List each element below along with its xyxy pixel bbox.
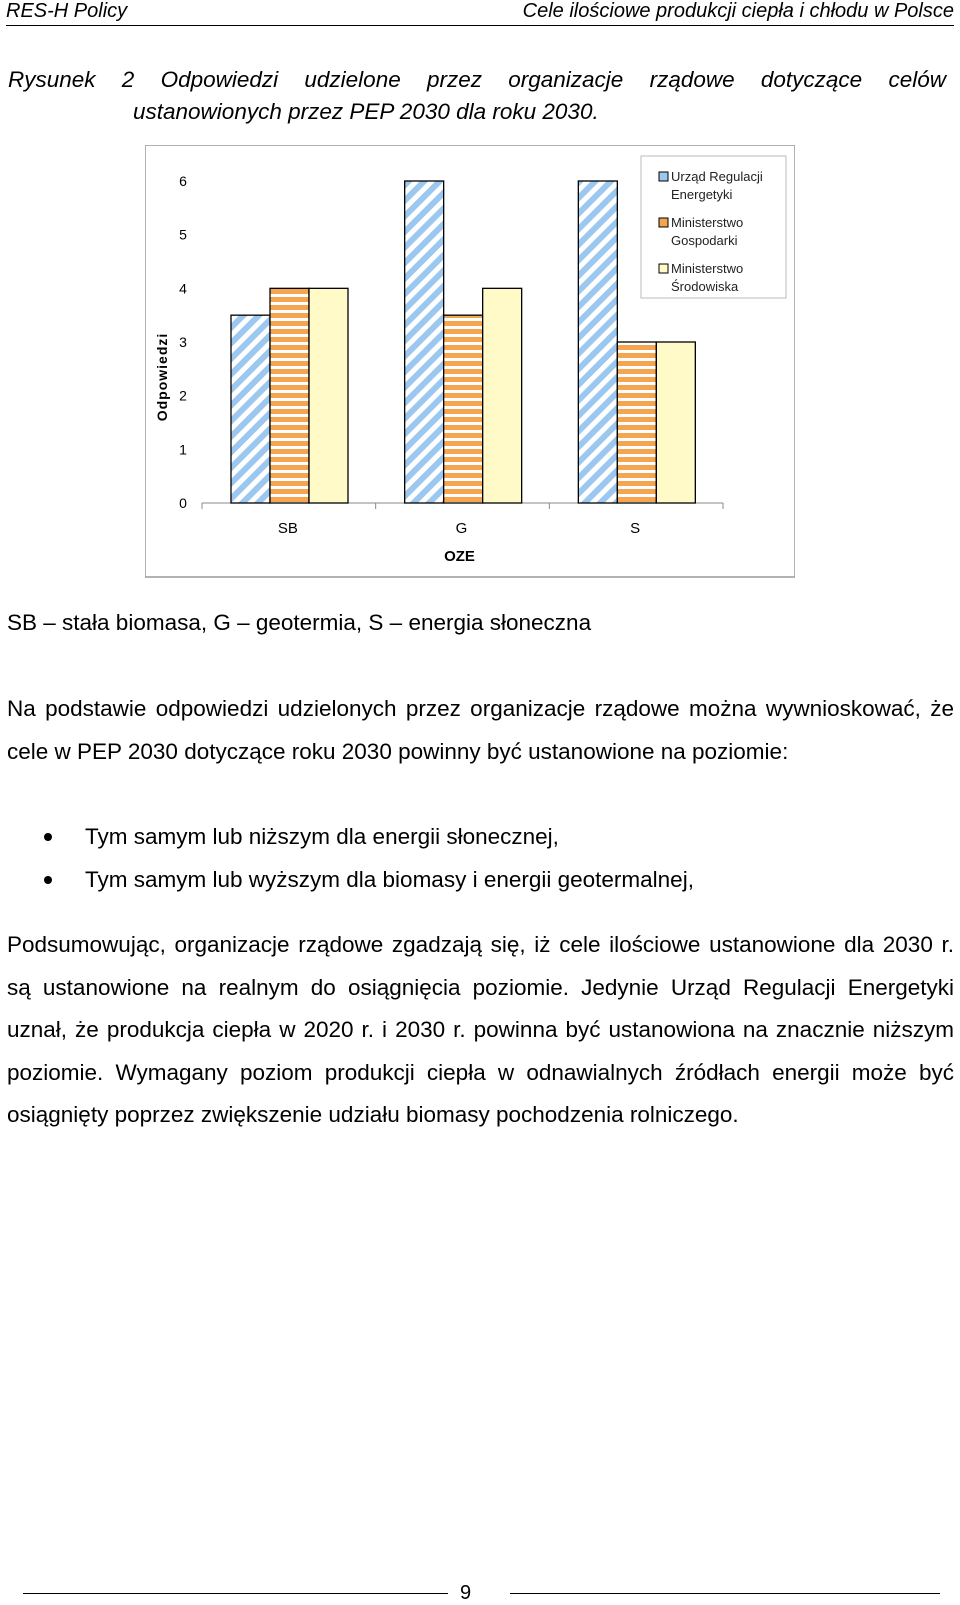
y-tick-label: 1 [179, 441, 187, 458]
abbreviation-note: SB – stała biomasa, G – geotermia, S – energia słoneczna [7, 610, 592, 635]
caption-word: Rysunek [8, 67, 96, 92]
bar [309, 288, 348, 503]
bar [270, 288, 309, 503]
legend-swatch [659, 218, 668, 227]
list-item-text: Tym samym lub niższym dla energii słonecznej, [85, 824, 559, 849]
y-tick-label: 0 [179, 495, 187, 511]
header-rule [6, 25, 954, 26]
caption-word: celów [888, 67, 946, 92]
bar [617, 342, 656, 503]
x-tick-label: G [455, 520, 468, 537]
y-tick-label: 3 [179, 334, 187, 350]
page-header [6, 0, 954, 24]
caption-word: dotyczące [760, 67, 863, 92]
bar [656, 342, 695, 503]
caption-line-2: ustanowionych przez PEP 2030 dla roku 2030. [133, 99, 599, 124]
footer-rule-left [23, 1593, 448, 1594]
bullet-icon [44, 876, 52, 884]
footer-rule-right [510, 1593, 940, 1594]
bullet-list [7, 816, 694, 901]
x-tick-label: S [630, 520, 641, 537]
bar [405, 181, 444, 503]
chart-svg [145, 145, 795, 588]
bar [578, 181, 617, 503]
legend-label: Ministerstwo [671, 215, 744, 230]
page-number: 9 [460, 1582, 472, 1604]
caption-word: 2 [121, 67, 135, 92]
x-tick-label: SB [277, 520, 298, 537]
header-right-title: Cele ilościowe produkcji ciepła i chłodu w Polsce [522, 0, 954, 22]
paragraph-2: Podsumowując, organizacje rządowe zgadzają się, iż cele ilościowe ustanowione dla 2030 r. są ustanowione na realnym do osiągnięcia poziomie. Jedynie Urząd Regulacji Energetyki uznał, że produkcja ciepła w 2020 r. i 2030 r. powinna być ustanowiona na znacznie niższym poziomie. Wymagany poziom produkcji ciepła w odnawialnych źródłach energii może być osiągnięty poprzez zwiększenie udziału biomasy pochodzenia rolniczego. [7, 932, 954, 1127]
bar-chart [145, 145, 795, 588]
x-axis-label: OZE [444, 548, 475, 565]
y-tick-label: 5 [179, 226, 187, 243]
bar [231, 315, 270, 503]
legend-label: Środowiska [671, 279, 739, 294]
figure-caption [8, 64, 946, 128]
caption-word: Odpowiedzi [160, 67, 279, 92]
legend-swatch [659, 172, 668, 181]
caption-word: rządowe [649, 67, 735, 92]
bar [483, 288, 522, 503]
paragraph-1: Na podstawie odpowiedzi udzielonych przez organizacje rządowe można wywnioskować, że cele w PEP 2030 dotyczące roku 2030 powinny być ustanowione na poziomie: [7, 696, 954, 764]
header-left-title: RES-H Policy [6, 0, 128, 22]
caption-word: przez [426, 67, 482, 92]
y-tick-label: 4 [179, 280, 187, 297]
list-item-text: Tym samym lub wyższym dla biomasy i energii geotermalnej, [85, 866, 694, 892]
y-tick-label: 2 [179, 387, 187, 404]
list-item [7, 859, 694, 902]
y-axis-label: Odpowiedzi [154, 332, 170, 422]
list-item [7, 816, 694, 859]
legend-label: Gospodarki [671, 233, 738, 248]
legend-swatch [659, 264, 668, 273]
legend-label: Ministerstwo [671, 261, 744, 276]
caption-line-1 [8, 64, 946, 96]
legend-label: Energetyki [671, 187, 733, 202]
bar [444, 315, 483, 503]
y-tick-label: 6 [179, 173, 187, 189]
caption-word: organizacje [508, 67, 624, 92]
caption-word: udzielone [304, 67, 401, 92]
legend-label: Urząd Regulacji [671, 169, 763, 184]
bullet-icon [44, 833, 52, 841]
